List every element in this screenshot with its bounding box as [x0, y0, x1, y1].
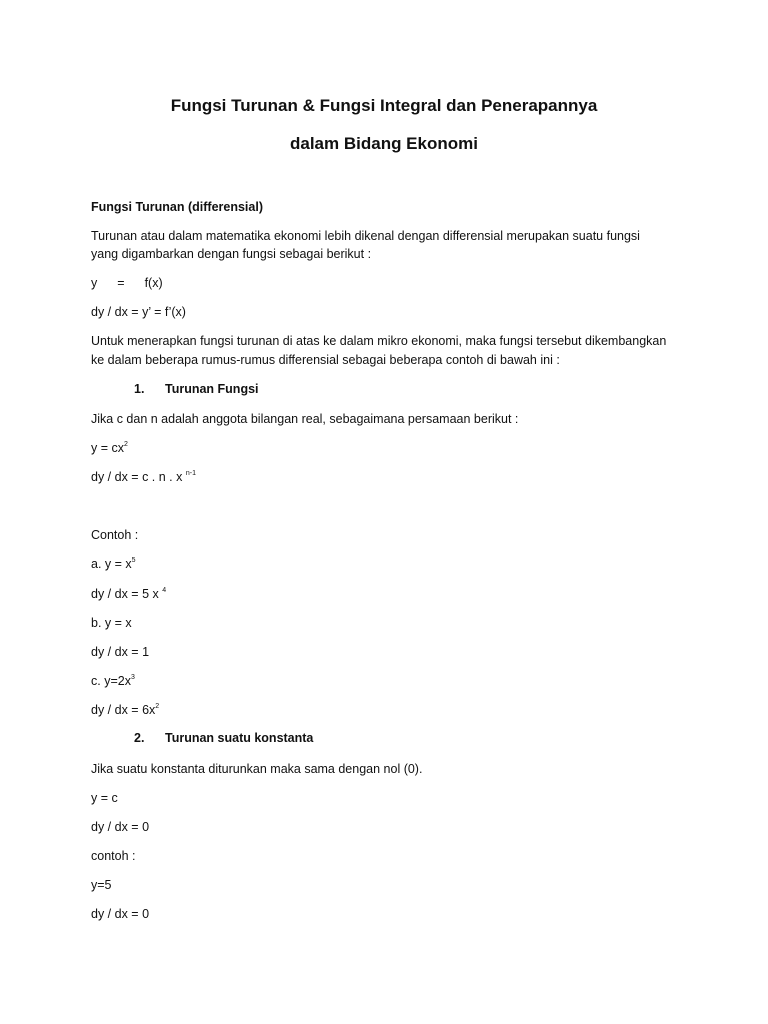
- paragraph-apply-line-1: Untuk menerapkan fungsi turunan di atas ke dalam mikro ekonomi, maka fungsi tersebut dikembangkan: [91, 334, 667, 348]
- equation-y-cx2: $y = cx^2$: [91, 440, 128, 455]
- list-item-number: 1.: [134, 382, 145, 396]
- title-line-2: dalam Bidang Ekonomi: [290, 134, 478, 153]
- contoh-label-2: contoh :: [91, 849, 136, 863]
- example-y5: y=5: [91, 878, 112, 892]
- example-c: c. $y=2x^3$: [91, 673, 135, 688]
- example-b-result: dy / dx = 1: [91, 645, 150, 659]
- equation-y: y: [91, 276, 98, 290]
- equation-y-fx: [91, 275, 163, 291]
- paragraph-apply-line-2: ke dalam beberapa rumus-rumus differensial sebagai beberapa contoh di bawah ini :: [91, 353, 560, 367]
- list-item-turunan-konstanta: [134, 731, 313, 745]
- paragraph-intro-line-1: Turunan atau dalam matematika ekonomi lebih dikenal dengan differensial merupakan suatu fungsi: [91, 229, 640, 243]
- example-c-result: dy / dx = $6x^2$: [91, 702, 160, 717]
- section-heading: Fungsi Turunan (differensial): [91, 200, 263, 214]
- paragraph-intro-line-2: yang digambarkan dengan fungsi sebagai berikut :: [91, 247, 372, 261]
- equation-y-c: y = c: [91, 791, 118, 805]
- equation-derivative-zero: dy / dx = 0: [91, 820, 150, 834]
- paragraph-real-numbers: Jika c dan n adalah anggota bilangan real, sebagaimana persamaan berikut :: [91, 412, 519, 426]
- list-item-number: 2.: [134, 731, 145, 745]
- equation-equals: =: [117, 276, 125, 290]
- list-item-label: Turunan Fungsi: [165, 382, 259, 396]
- title-line-1: Fungsi Turunan & Fungsi Integral dan Penerapannya: [170, 96, 598, 115]
- equation-fx: f(x): [144, 276, 163, 290]
- paragraph-constant: Jika suatu konstanta diturunkan maka sama dengan nol (0).: [91, 762, 423, 776]
- example-a: a. $y = x^5$: [91, 556, 136, 571]
- equation-power-rule: dy / dx = c . n . x $^{n-1}$: [91, 469, 196, 484]
- example-y5-result: dy / dx = 0: [91, 907, 150, 921]
- list-item-label: Turunan suatu konstanta: [165, 731, 314, 745]
- example-b: b. y = x: [91, 616, 132, 630]
- list-item-turunan-fungsi: [134, 382, 259, 396]
- example-a-result: dy / dx = 5 x $^4$: [91, 586, 167, 601]
- contoh-label: Contoh :: [91, 528, 139, 542]
- equation-derivative: dy / dx = y’ = f’(x): [91, 305, 186, 319]
